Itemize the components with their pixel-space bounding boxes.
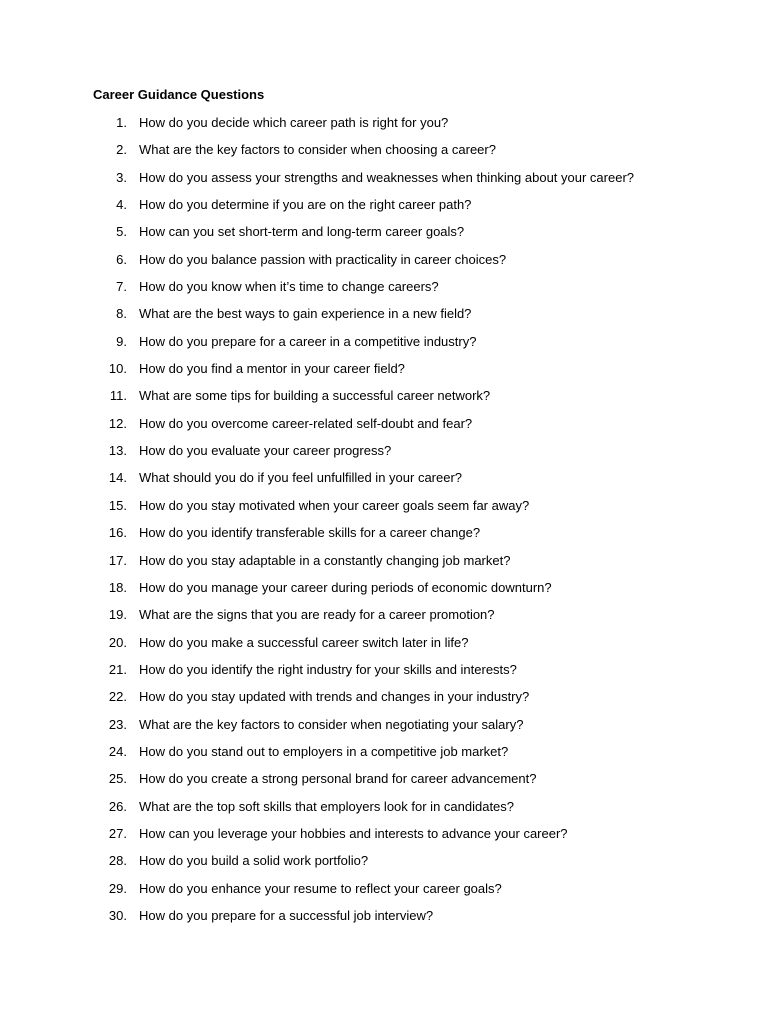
question-text: How do you create a strong personal brand for career advancement?	[139, 771, 537, 787]
question-number: 29.	[108, 880, 127, 896]
question-text: How do you stand out to employers in a competitive job market?	[139, 743, 509, 759]
question-number: 24.	[108, 743, 127, 759]
question-item	[0, 524, 768, 551]
question-item	[0, 907, 768, 934]
question-text: How do you find a mentor in your career field?	[139, 361, 405, 377]
question-number: 2.	[116, 142, 127, 158]
question-item	[0, 278, 768, 305]
question-text: How do you balance passion with practicality in career choices?	[139, 251, 507, 267]
question-item	[0, 196, 768, 223]
question-text: How do you decide which career path is right for you?	[139, 115, 449, 130]
question-number: 5.	[116, 224, 127, 240]
question-text: How do you know when it’s time to change careers?	[139, 279, 439, 295]
question-number: 1.	[116, 115, 127, 130]
question-number: 16.	[108, 525, 127, 541]
question-number: 20.	[108, 634, 127, 650]
question-number: 11.	[109, 388, 127, 404]
question-item	[0, 798, 768, 825]
question-number: 26.	[108, 798, 127, 814]
question-text: How do you stay adaptable in a constantly changing job market?	[139, 552, 511, 568]
question-number: 15.	[108, 497, 127, 513]
question-text: How do you stay motivated when your career goals seem far away?	[139, 497, 530, 513]
question-text: How do you prepare for a career in a competitive industry?	[139, 333, 477, 349]
question-text: What are the signs that you are ready for a career promotion?	[139, 607, 495, 623]
question-item	[0, 387, 768, 414]
question-text: How do you evaluate your career progress?	[139, 443, 392, 459]
question-text: How can you set short-term and long-term career goals?	[139, 224, 465, 240]
question-item	[0, 141, 768, 168]
question-text: What are the best ways to gain experience in a new field?	[139, 306, 472, 322]
question-item	[0, 634, 768, 661]
question-text: What are some tips for building a successful career network?	[139, 388, 491, 404]
document-title: Career Guidance Questions	[93, 87, 265, 102]
question-item	[0, 114, 768, 141]
question-text: How do you identify transferable skills for a career change?	[139, 525, 481, 541]
question-number: 12.	[108, 415, 127, 431]
question-item	[0, 442, 768, 469]
question-item	[0, 743, 768, 770]
question-text: What are the key factors to consider when negotiating your salary?	[139, 716, 524, 732]
question-text: How do you manage your career during periods of economic downturn?	[139, 579, 552, 595]
question-number: 17.	[108, 552, 127, 568]
question-number: 30.	[108, 907, 127, 923]
question-text: How do you identify the right industry for your skills and interests?	[139, 661, 517, 677]
question-item	[0, 880, 768, 907]
question-text: How do you stay updated with trends and changes in your industry?	[139, 689, 530, 705]
question-number: 14.	[108, 470, 127, 486]
question-item	[0, 661, 768, 688]
question-number: 6.	[116, 251, 127, 267]
question-number: 23.	[108, 716, 127, 732]
question-text: How do you enhance your resume to reflect your career goals?	[139, 880, 502, 896]
question-item	[0, 497, 768, 524]
question-item	[0, 223, 768, 250]
question-item	[0, 606, 768, 633]
question-list	[0, 114, 768, 934]
question-text: What are the key factors to consider when choosing a career?	[139, 142, 496, 158]
question-number: 21.	[108, 661, 127, 677]
question-item	[0, 552, 768, 579]
question-item	[0, 469, 768, 496]
question-number: 22.	[108, 689, 127, 705]
question-item	[0, 852, 768, 879]
question-text: How do you prepare for a successful job interview?	[139, 907, 434, 923]
question-text: How do you overcome career-related self-doubt and fear?	[139, 415, 473, 431]
question-item	[0, 251, 768, 278]
question-number: 28.	[108, 853, 127, 869]
question-item	[0, 305, 768, 332]
question-number: 25.	[108, 771, 127, 787]
question-text: How do you make a successful career switch later in life?	[139, 634, 469, 650]
question-item	[0, 688, 768, 715]
question-item	[0, 360, 768, 387]
question-item	[0, 579, 768, 606]
question-item	[0, 169, 768, 196]
question-item	[0, 333, 768, 360]
question-text: How do you assess your strengths and weaknesses when thinking about your career?	[139, 169, 635, 185]
question-item	[0, 415, 768, 442]
question-text: How do you determine if you are on the right career path?	[139, 197, 472, 213]
question-number: 27.	[108, 825, 127, 841]
question-text: How can you leverage your hobbies and interests to advance your career?	[139, 825, 568, 841]
question-number: 4.	[116, 197, 127, 213]
question-number: 7.	[116, 279, 127, 295]
question-number: 10.	[108, 361, 127, 377]
question-item	[0, 770, 768, 797]
question-number: 19.	[108, 607, 127, 623]
question-number: 8.	[116, 306, 127, 322]
question-number: 13.	[108, 443, 127, 459]
question-item	[0, 716, 768, 743]
question-text: How do you build a solid work portfolio?	[139, 853, 369, 869]
question-number: 3.	[116, 169, 127, 185]
question-item	[0, 825, 768, 852]
question-text: What are the top soft skills that employers look for in candidates?	[139, 798, 515, 814]
question-number: 9.	[116, 333, 127, 349]
question-text: What should you do if you feel unfulfilled in your career?	[139, 470, 463, 486]
question-number: 18.	[108, 579, 127, 595]
